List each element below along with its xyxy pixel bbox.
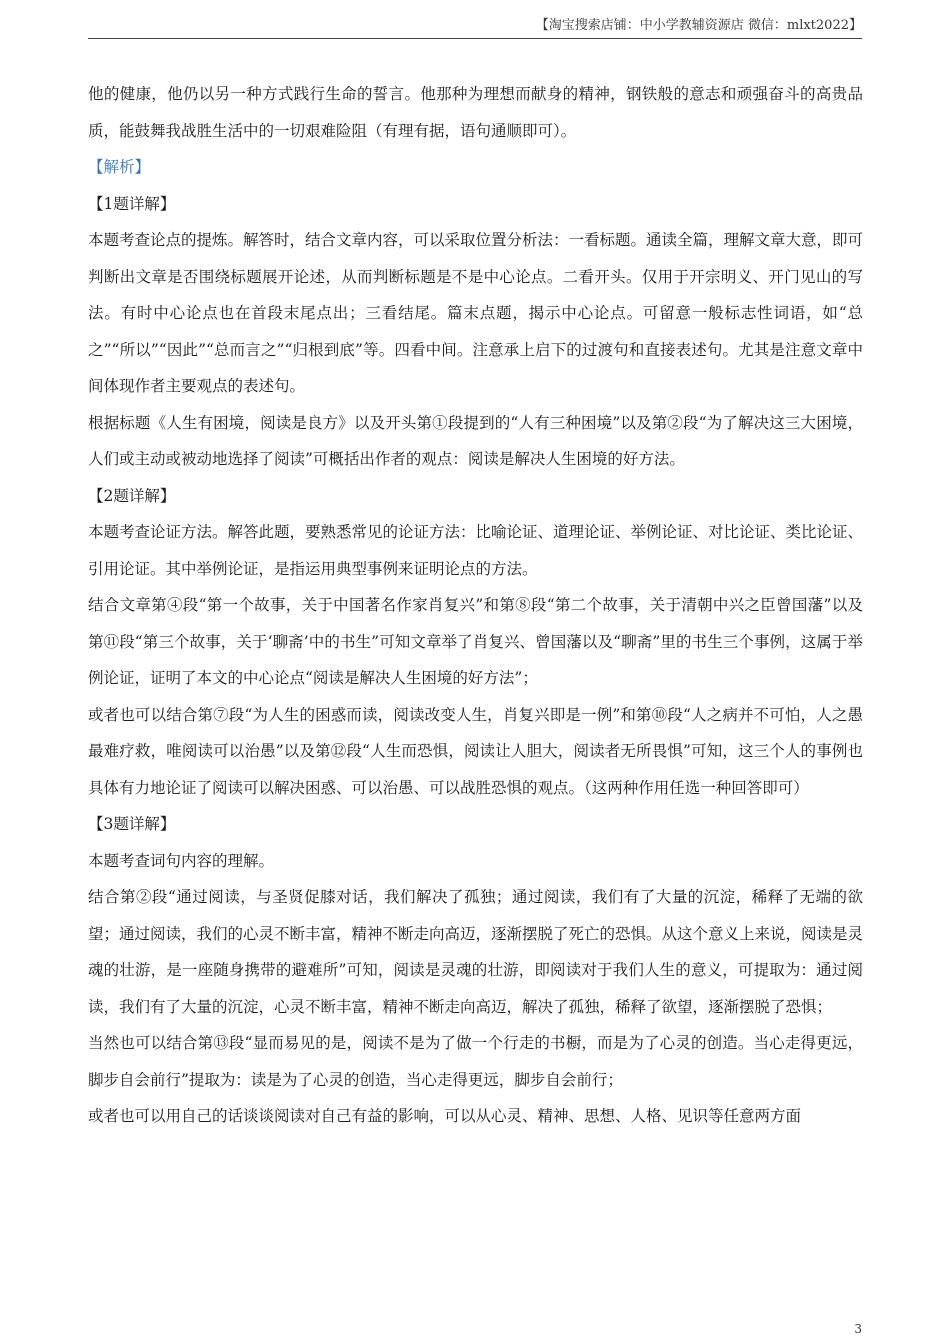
paragraph: 结合第②段“通过阅读，与圣贤促膝对话，我们解决了孤独；通过阅读，我们有了大量的沉淀，稀释了无端的欲望；通过阅读，我们的心灵不断丰富，精神不断走向高迈，逐渐摆脱了死亡的恐惧。从这个意义上来说，阅读是灵魂的壮游，是一座随身携带的避难所”可知，阅读是灵魂的壮游，即阅读对于我们人生的意义，可提取为：通过阅读，我们有了大量的沉淀，心灵不断丰富，精神不断走向高迈，解决了孤独，稀释了欲望，逐渐摆脱了恐惧；: [88, 888, 864, 1016]
paragraph: 根据标题《人生有困境，阅读是良方》以及开头第①段提到的“人有三种困境”以及第②段“为了解决这三大困境，人们或主动或被动地选择了阅读”可概括出作者的观点：阅读是解决人生困境的好方法。: [88, 413, 863, 468]
section-heading: 【3题详解】: [88, 815, 176, 833]
paragraph: 本题考查词句内容的理解。: [88, 851, 275, 870]
header-divider: [88, 38, 862, 39]
section-heading: 【1题详解】: [88, 194, 176, 213]
page-header: 【淘宝搜索店铺：中小学教辅资源店 微信：mlxt2022】: [535, 18, 862, 33]
paragraph: 当然也可以结合第⑬段“显而易见的是，阅读不是为了做一个行走的书橱，而是为了心灵的创造。当心走得更远，脚步自会前行”提取为：读是为了心灵的创造，当心走得更远，脚步自会前行；: [88, 1034, 863, 1089]
paragraph: 或者也可以用自己的话谈谈阅读对自己有益的影响，可以从心灵、精神、思想、人格、见识等任意两方面: [88, 1107, 802, 1125]
section-heading: 【2题详解】: [88, 486, 176, 505]
paragraph: 本题考查论证方法。解答此题，要熟悉常见的论证方法：比喻论证、道理论证、举例论证、对比论证、类比论证、引用论证。其中举例论证，是指运用典型事例来证明论点的方法。: [88, 523, 864, 578]
paragraph: 本题考查论点的提炼。解答时，结合文章内容，可以采取位置分析法：一看标题。通读全篇，理解文章大意，即可判断出文章是否围绕标题展开论述，从而判断标题是不是中心论点。二看开头。仅用于开宗明义、开门见山的写法。有时中心论点也在首段末尾点出；三看结尾。篇末点题，揭示中心论点。可留意一般标志性词语，如“总之”“所以”“因此”“总而言之”“归根到底”等。四看中间。注意承上启下的过渡句和直接表述句。尤其是注意文章中间体现作者主要观点的表述句。: [88, 231, 864, 395]
paragraph: 或者也可以结合第⑦段“为人生的困惑而读，阅读改变人生，肖复兴即是一例”和第⑩段“人之病并不可怕，人之愚最难疗救，唯阅读可以治愚”以及第⑫段“人生而恐惧，阅读让人胆大，阅读者无所畏惧”可知，这三个人的事例也具体有力地论证了阅读可以解决困惑、可以治愚、可以战胜恐惧的观点。（这两种作用任选一种回答即可）: [88, 705, 863, 797]
paragraph: 结合文章第④段“第一个故事，关于中国著名作家肖复兴”和第⑧段“第二个故事，关于清朝中兴之臣曾国藩”以及第⑪段“第三个故事，关于‘聊斋’中的书生”可知文章举了肖复兴、曾国藩以及“聊斋”里的书生三个事例，这属于举例论证，证明了本文的中心论点“阅读是解决人生困境的好方法”；: [88, 596, 863, 687]
page-number: 3: [854, 1322, 862, 1336]
paragraph: 他的健康，他仍以另一种方式践行生命的誓言。他那种为理想而献身的精神，钢铁般的意志和顽强奋斗的高贵品质，能鼓舞我战胜生活中的一切艰难险阻（有理有据，语句通顺即可）。: [88, 85, 863, 140]
document-body: [88, 76, 863, 1135]
analysis-heading: 【解析】: [88, 158, 151, 176]
